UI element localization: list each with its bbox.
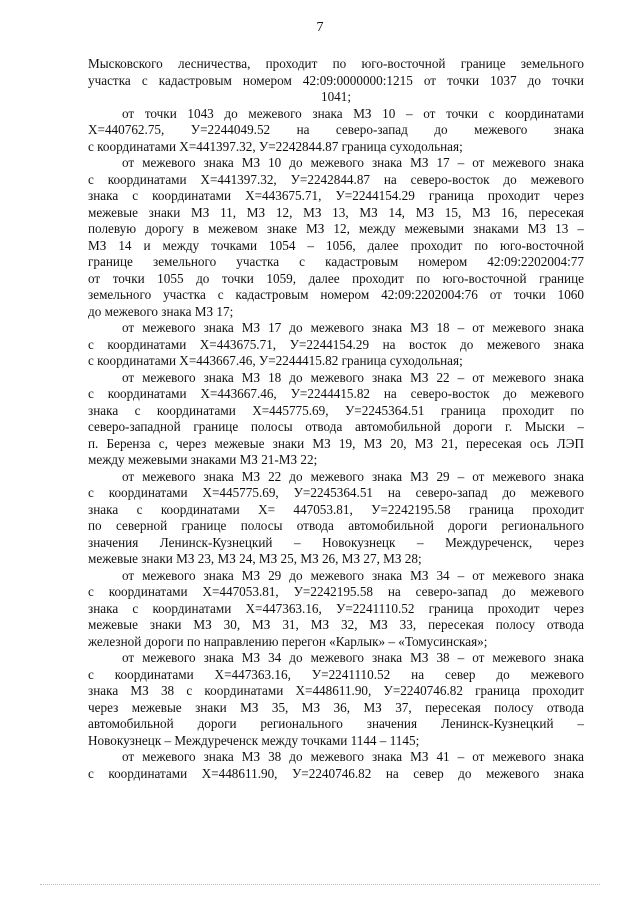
text-line: с координатами Х=448611.90, У=2240746.82 на север до межевого знака	[88, 765, 584, 781]
text-line: Новокузнецк – Междуреченск между точками 1144 – 1145;	[88, 732, 420, 748]
text-line: от межевого знака МЗ 29 до межевого знака МЗ 34 – от межевого знака	[122, 567, 584, 583]
text-line: МЗ 14 и между точками 1054 – 1056, далее проходит по юго-восточной	[88, 237, 584, 253]
text-line: 1041;	[320, 89, 352, 104]
text-line: с координатами Х=445775.69, У=2245364.51 на северо-запад до межевого	[88, 485, 584, 500]
text-line: железной дороги по направлению перегон «Карлык» – «Томусинская»;	[88, 633, 488, 649]
text-line: через межевые знаки МЗ 35, МЗ 36, МЗ 37, пересекая полосу отвода	[88, 699, 584, 715]
text-line: от межевого знака МЗ 22 до межевого знака МЗ 29 – от межевого знака	[122, 468, 584, 484]
text-line: межевые знаки МЗ 23, МЗ 24, МЗ 25, МЗ 26, МЗ 27, МЗ 28;	[88, 551, 422, 566]
text-line: знака с координатами Х=445775.69, У=2245364.51 граница проходит по	[88, 402, 584, 418]
text-line: с координатами Х=443675.71, У=2244154.29 на восток до межевого знака	[88, 336, 584, 352]
text-line: от межевого знака МЗ 18 до межевого знака МЗ 22 – от межевого знака	[122, 369, 584, 385]
text-line: знака с координатами Х= 447053.81, У=2242195.58 граница проходит	[88, 501, 584, 517]
text-line: от межевого знака МЗ 17 до межевого знака МЗ 18 – от межевого знака	[122, 320, 584, 335]
text-line: значения Ленинск-Кузнецкий – Новокузнецк – Междуреченск, через	[88, 534, 584, 550]
text-line: с координатами Х=447053.81, У=2242195.58 на северо-запад до межевого	[88, 584, 584, 599]
text-line: от точки 1055 до точки 1059, далее проходит по юго-восточной границе	[88, 270, 584, 286]
text-line: с координатами Х=447363.16, У=2241110.52 на север до межевого	[88, 666, 584, 682]
text-line: земельного участка с кадастровым номером 42:09:2202004:76 от точки 1060	[88, 287, 584, 302]
scan-artifact-dots	[40, 884, 600, 887]
text-line: с координатами Х=441397.32, У=2242844.87 граница суходольная;	[88, 138, 463, 154]
text-line: с координатами Х=441397.32, У=2242844.87 на северо-восток до межевого	[88, 171, 584, 187]
text-line: границе земельного участка с кадастровым номером 42:09:2202004:77	[88, 254, 584, 269]
page-number: 7	[316, 20, 324, 35]
text-line: северо-западной границе полосы отвода автомобильной дороги г. Мыски –	[88, 419, 584, 434]
text-line: межевые знаки МЗ 11, МЗ 12, МЗ 13, МЗ 14, МЗ 15, МЗ 16, пересекая	[88, 204, 584, 220]
text-line: с координатами Х=443667.46, У=2244415.82 на северо-восток до межевого	[88, 386, 584, 401]
text-line: участка с кадастровым номером 42:09:0000000:1215 от точки 1037 до точки	[88, 72, 584, 88]
text-line: между межевыми знаками МЗ 21-МЗ 22;	[88, 452, 318, 467]
text-line: от точки 1043 до межевого знака МЗ 10 – от точки с координатами	[122, 105, 584, 121]
document-body	[88, 56, 584, 782]
text-line: до межевого знака МЗ 17;	[88, 303, 234, 319]
text-line: п. Беренза с, через межевые знаки МЗ 19, МЗ 20, МЗ 21, пересекая ось ЛЭП	[88, 435, 584, 451]
text-line: межевые знаки МЗ 30, МЗ 31, МЗ 32, МЗ 33, пересекая полосу отвода	[88, 617, 584, 632]
text-line: автомобильной дороги регионального значения Ленинск-Кузнецкий –	[88, 716, 584, 731]
text-line: знака с координатами Х=447363.16, У=2241110.52 граница проходит через	[88, 600, 584, 616]
text-line: от межевого знака МЗ 38 до межевого знака МЗ 41 – от межевого знака	[122, 749, 584, 764]
text-line: от межевого знака МЗ 10 до межевого знака МЗ 17 – от межевого знака	[122, 155, 584, 170]
text-line: полевую дорогу в межевом знаке МЗ 12, между межевыми знаками МЗ 13 –	[88, 221, 584, 236]
text-line: от межевого знака МЗ 34 до межевого знака МЗ 38 – от межевого знака	[122, 650, 584, 665]
text-line: по северной границе полосы отвода автомобильной дороги регионального	[88, 518, 584, 533]
text-line: знака с координатами Х=443675.71, У=2244154.29 граница проходит через	[88, 188, 584, 203]
text-line: с координатами Х=443667.46, У=2244415.82 граница суходольная;	[88, 353, 463, 368]
text-line: знака МЗ 38 с координатами Х=448611.90, У=2240746.82 граница проходит	[88, 683, 584, 698]
text-line: Мысковского лесничества, проходит по юго-восточной границе земельного	[88, 56, 584, 71]
text-line: Х=440762.75, У=2244049.52 на северо-запад до межевого знака	[88, 122, 584, 137]
